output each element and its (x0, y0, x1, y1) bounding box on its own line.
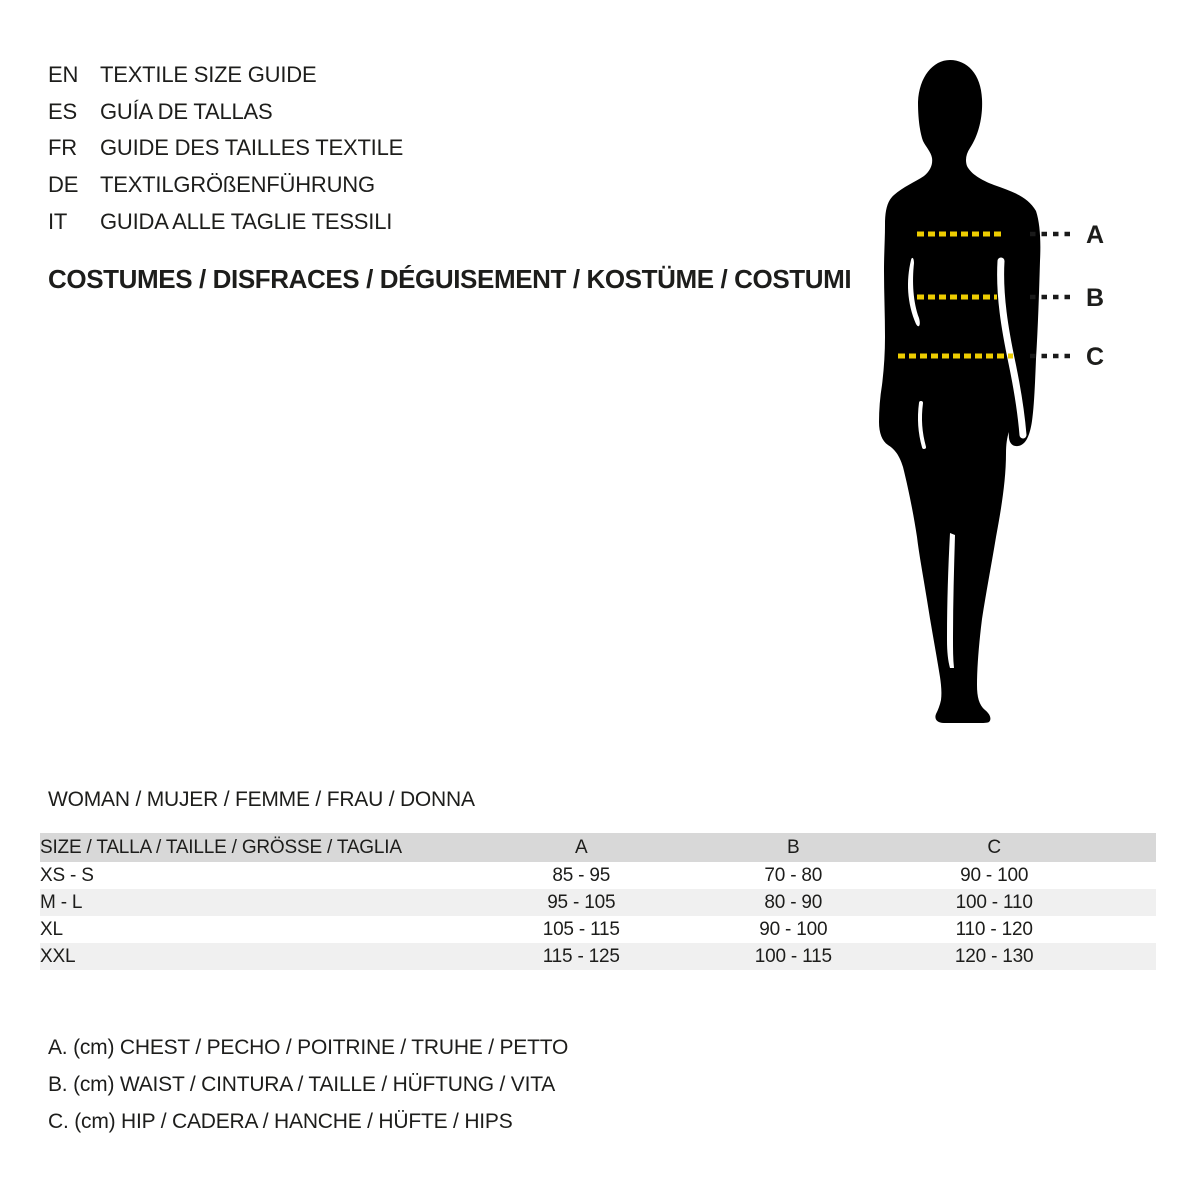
header-filler-cell (1089, 833, 1156, 862)
waist-range: 70 - 80 (764, 864, 823, 886)
list-item (48, 57, 403, 94)
hip-range: 90 - 100 (960, 864, 1029, 886)
waist-label: B (1086, 284, 1105, 312)
legend-item-hip: C. (cm) HIP / CADERA / HANCHE / HÜFTE / HIPS (48, 1110, 513, 1133)
column-header-a: A (575, 836, 588, 858)
measurement-figure (840, 55, 1140, 735)
legend-item-waist: B. (cm) WAIST / CINTURA / TAILLE / HÜFTUNG / VITA (48, 1073, 556, 1096)
chest-range: 105 - 115 (542, 918, 620, 940)
chest-range: 115 - 125 (542, 945, 620, 967)
column-header-b: B (787, 836, 800, 858)
column-header-c: C (987, 836, 1001, 858)
size-table (40, 833, 1156, 970)
size-value: XS - S (40, 864, 94, 886)
chest-range: 85 - 95 (552, 864, 611, 886)
language-code: EN (48, 62, 79, 88)
list-item (48, 94, 403, 131)
hip-range: 100 - 110 (955, 891, 1033, 913)
list-item (48, 130, 403, 167)
table-row (40, 943, 1156, 970)
woman-silhouette-figure (840, 55, 1140, 735)
waist-range: 90 - 100 (759, 918, 828, 940)
chest-range: 95 - 105 (547, 891, 616, 913)
guide-title: GUÍA DE TALLAS (100, 98, 273, 124)
guide-title: TEXTILGRÖßENFÜHRUNG (100, 172, 375, 198)
waist-range: 100 - 115 (754, 945, 832, 967)
table-row (40, 916, 1156, 943)
waist-range: 80 - 90 (764, 891, 823, 913)
measurement-legend (48, 1029, 568, 1140)
guide-title: TEXTILE SIZE GUIDE (100, 62, 317, 88)
hip-range: 120 - 130 (954, 945, 1034, 967)
list-item (48, 167, 403, 204)
table-row (40, 889, 1156, 916)
size-value: XL (40, 918, 63, 940)
chest-label: A (1086, 221, 1105, 249)
language-code: IT (48, 208, 68, 234)
category-heading: COSTUMES / DISFRACES / DÉGUISEMENT / KOSTÜME / COSTUMI (48, 264, 852, 294)
table-header-row (40, 833, 1156, 862)
hip-range: 110 - 120 (955, 918, 1033, 940)
language-code: DE (48, 172, 79, 198)
size-value: XXL (40, 945, 76, 967)
size-column-header: SIZE / TALLA / TAILLE / GRÖSSE / TAGLIA (40, 836, 402, 858)
guide-title: GUIDA ALLE TAGLIE TESSILI (100, 208, 393, 234)
size-value: M - L (40, 891, 83, 913)
language-code: ES (48, 98, 77, 124)
section-heading-woman: WOMAN / MUJER / FEMME / FRAU / DONNA (48, 788, 475, 811)
hip-label: C (1086, 343, 1105, 371)
list-item (48, 203, 403, 240)
legend-item-chest: A. (cm) CHEST / PECHO / POITRINE / TRUHE / PETTO (48, 1036, 569, 1059)
language-guide-list (48, 57, 403, 240)
guide-title: GUIDE DES TAILLES TEXTILE (100, 135, 404, 161)
table-row (40, 862, 1156, 889)
language-code: FR (48, 135, 77, 161)
